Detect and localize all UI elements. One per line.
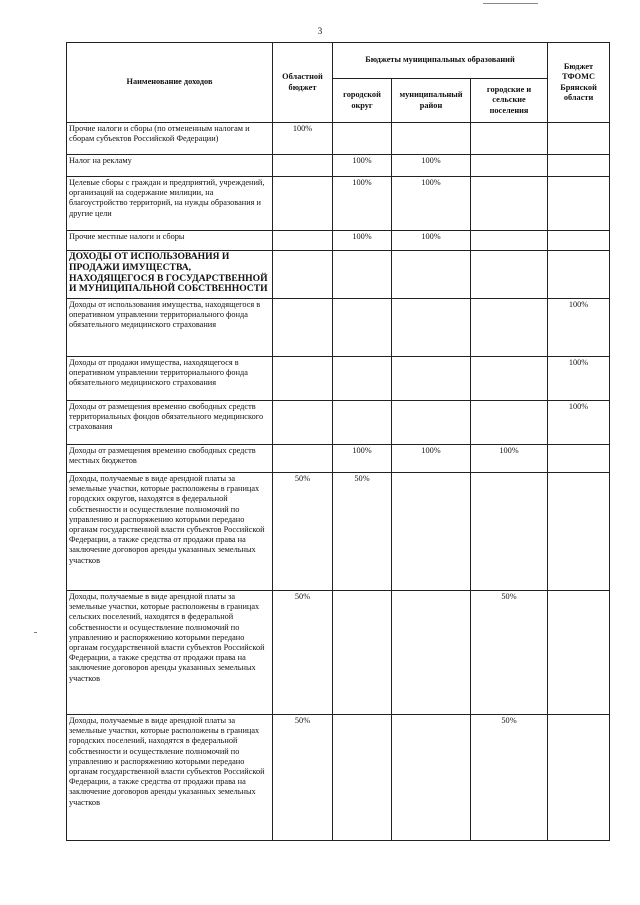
table-row [67, 155, 610, 177]
share-cell-regional [273, 155, 333, 177]
share-cell-district [392, 591, 471, 715]
revenue-name-cell: Доходы, получаемые в виде арендной платы за земельные участки, которые расположены в границах городских поселений, находятся в федеральной собственности и осуществление полномочий по управлению и распоряжению которыми передано органам государственной власти субъектов Российской Федерации, а также средства от продажи права на заключение договоров аренды указанных земельных участков [67, 715, 273, 841]
revenue-name-cell: Целевые сборы с граждан и предприятий, учреждений, организаций на содержание милиции, на благоустройство территорий, на нужды образования и другие цели [67, 177, 273, 231]
share-cell-regional [273, 251, 333, 299]
revenue-distribution-table [66, 42, 610, 841]
revenue-name-cell: Доходы от размещения временно свободных средств территориальных фондов обязательного медицинского страхования [67, 401, 273, 445]
share-cell-settlements: 50% [471, 591, 548, 715]
share-cell-regional [273, 299, 333, 357]
share-cell-city [333, 123, 392, 155]
share-cell-city [333, 591, 392, 715]
share-cell-regional [273, 401, 333, 445]
share-cell-tfoms [548, 123, 610, 155]
table-row [67, 251, 610, 299]
share-cell-city: 100% [333, 177, 392, 231]
share-cell-settlements [471, 251, 548, 299]
table-row [67, 445, 610, 473]
table-row [67, 357, 610, 401]
share-cell-city: 100% [333, 155, 392, 177]
share-cell-regional [273, 357, 333, 401]
share-cell-settlements [471, 123, 548, 155]
table-row [67, 299, 610, 357]
share-cell-city: 100% [333, 231, 392, 251]
table-row [67, 123, 610, 155]
share-cell-tfoms: 100% [548, 299, 610, 357]
share-cell-city [333, 715, 392, 841]
header-municipal-budgets: Бюджеты муниципальных образований [333, 43, 548, 79]
share-cell-tfoms [548, 445, 610, 473]
share-cell-settlements [471, 473, 548, 591]
table-row [67, 231, 610, 251]
header-regional-budget: Областной бюджет [273, 43, 333, 123]
share-cell-district [392, 357, 471, 401]
header-city-district: городской округ [333, 79, 392, 123]
share-cell-settlements [471, 401, 548, 445]
table-row [67, 473, 610, 591]
share-cell-settlements [471, 299, 548, 357]
share-cell-district: 100% [392, 155, 471, 177]
share-cell-district [392, 299, 471, 357]
share-cell-city: 100% [333, 445, 392, 473]
share-cell-settlements [471, 231, 548, 251]
share-cell-tfoms: 100% [548, 357, 610, 401]
table-row [67, 591, 610, 715]
share-cell-regional [273, 445, 333, 473]
revenue-name-cell: Доходы от продажи имущества, находящегося в оперативном управлении территориального фонда обязательного медицинского страхования [67, 357, 273, 401]
scan-margin-mark [34, 632, 37, 633]
share-cell-regional [273, 231, 333, 251]
share-cell-tfoms [548, 177, 610, 231]
revenue-name-cell: Доходы, получаемые в виде арендной платы за земельные участки, которые расположены в границах сельских поселений, находятся в федеральной собственности и осуществление полномочий по управлению и распоряжению которыми передано органам государственной власти субъектов Российской Федерации, а также средства от продажи права на заключение договоров аренды указанных земельных участков [67, 591, 273, 715]
share-cell-tfoms [548, 715, 610, 841]
share-cell-city [333, 401, 392, 445]
share-cell-tfoms [548, 473, 610, 591]
share-cell-district [392, 123, 471, 155]
revenue-name-cell: Прочие местные налоги и сборы [67, 231, 273, 251]
share-cell-district [392, 473, 471, 591]
share-cell-settlements: 100% [471, 445, 548, 473]
share-cell-regional: 100% [273, 123, 333, 155]
share-cell-tfoms [548, 231, 610, 251]
table-row [67, 401, 610, 445]
share-cell-district [392, 715, 471, 841]
share-cell-city: 50% [333, 473, 392, 591]
revenue-name-cell: Налог на рекламу [67, 155, 273, 177]
scan-edge-mark [483, 3, 538, 4]
revenue-name-cell: Доходы, получаемые в виде арендной платы за земельные участки, которые расположены в границах городских округов, находятся в федеральной собственности и осуществление полномочий по управлению и распоряжению которыми передано органам государственной власти субъектов Российской Федерации, а также средства от продажи права на заключение договоров аренды указанных земельных участков [67, 473, 273, 591]
table-header [67, 43, 610, 123]
share-cell-regional: 50% [273, 473, 333, 591]
page-number: 3 [317, 26, 323, 36]
header-municipal-district: муниципальный район [392, 79, 471, 123]
share-cell-settlements [471, 357, 548, 401]
share-cell-tfoms [548, 155, 610, 177]
share-cell-settlements: 50% [471, 715, 548, 841]
share-cell-district: 100% [392, 445, 471, 473]
table-body [67, 123, 610, 841]
section-heading-cell: ДОХОДЫ ОТ ИСПОЛЬЗОВАНИЯ И ПРОДАЖИ ИМУЩЕСТВА, НАХОДЯЩЕГОСЯ В ГОСУДАРСТВЕННОЙ И МУНИЦИПАЛЬНОЙ СОБСТВЕННОСТИ [67, 251, 273, 299]
header-tfoms-budget: Бюджет ТФОМС Брянской области [548, 43, 610, 123]
header-revenue-name: Наименование доходов [67, 43, 273, 123]
share-cell-district: 100% [392, 177, 471, 231]
share-cell-city [333, 357, 392, 401]
share-cell-district: 100% [392, 231, 471, 251]
share-cell-tfoms [548, 591, 610, 715]
share-cell-city [333, 299, 392, 357]
header-settlements: городские и сельские поселения [471, 79, 548, 123]
revenue-name-cell: Прочие налоги и сборы (по отмененным налогам и сборам субъектов Российской Федерации) [67, 123, 273, 155]
share-cell-settlements [471, 155, 548, 177]
share-cell-district [392, 251, 471, 299]
share-cell-regional [273, 177, 333, 231]
share-cell-city [333, 251, 392, 299]
share-cell-tfoms: 100% [548, 401, 610, 445]
revenue-name-cell: Доходы от размещения временно свободных средств местных бюджетов [67, 445, 273, 473]
share-cell-tfoms [548, 251, 610, 299]
share-cell-regional: 50% [273, 715, 333, 841]
share-cell-settlements [471, 177, 548, 231]
table-row [67, 177, 610, 231]
revenue-name-cell: Доходы от использования имущества, находящегося в оперативном управлении территориального фонда обязательного медицинского страхования [67, 299, 273, 357]
share-cell-district [392, 401, 471, 445]
table-row [67, 715, 610, 841]
share-cell-regional: 50% [273, 591, 333, 715]
